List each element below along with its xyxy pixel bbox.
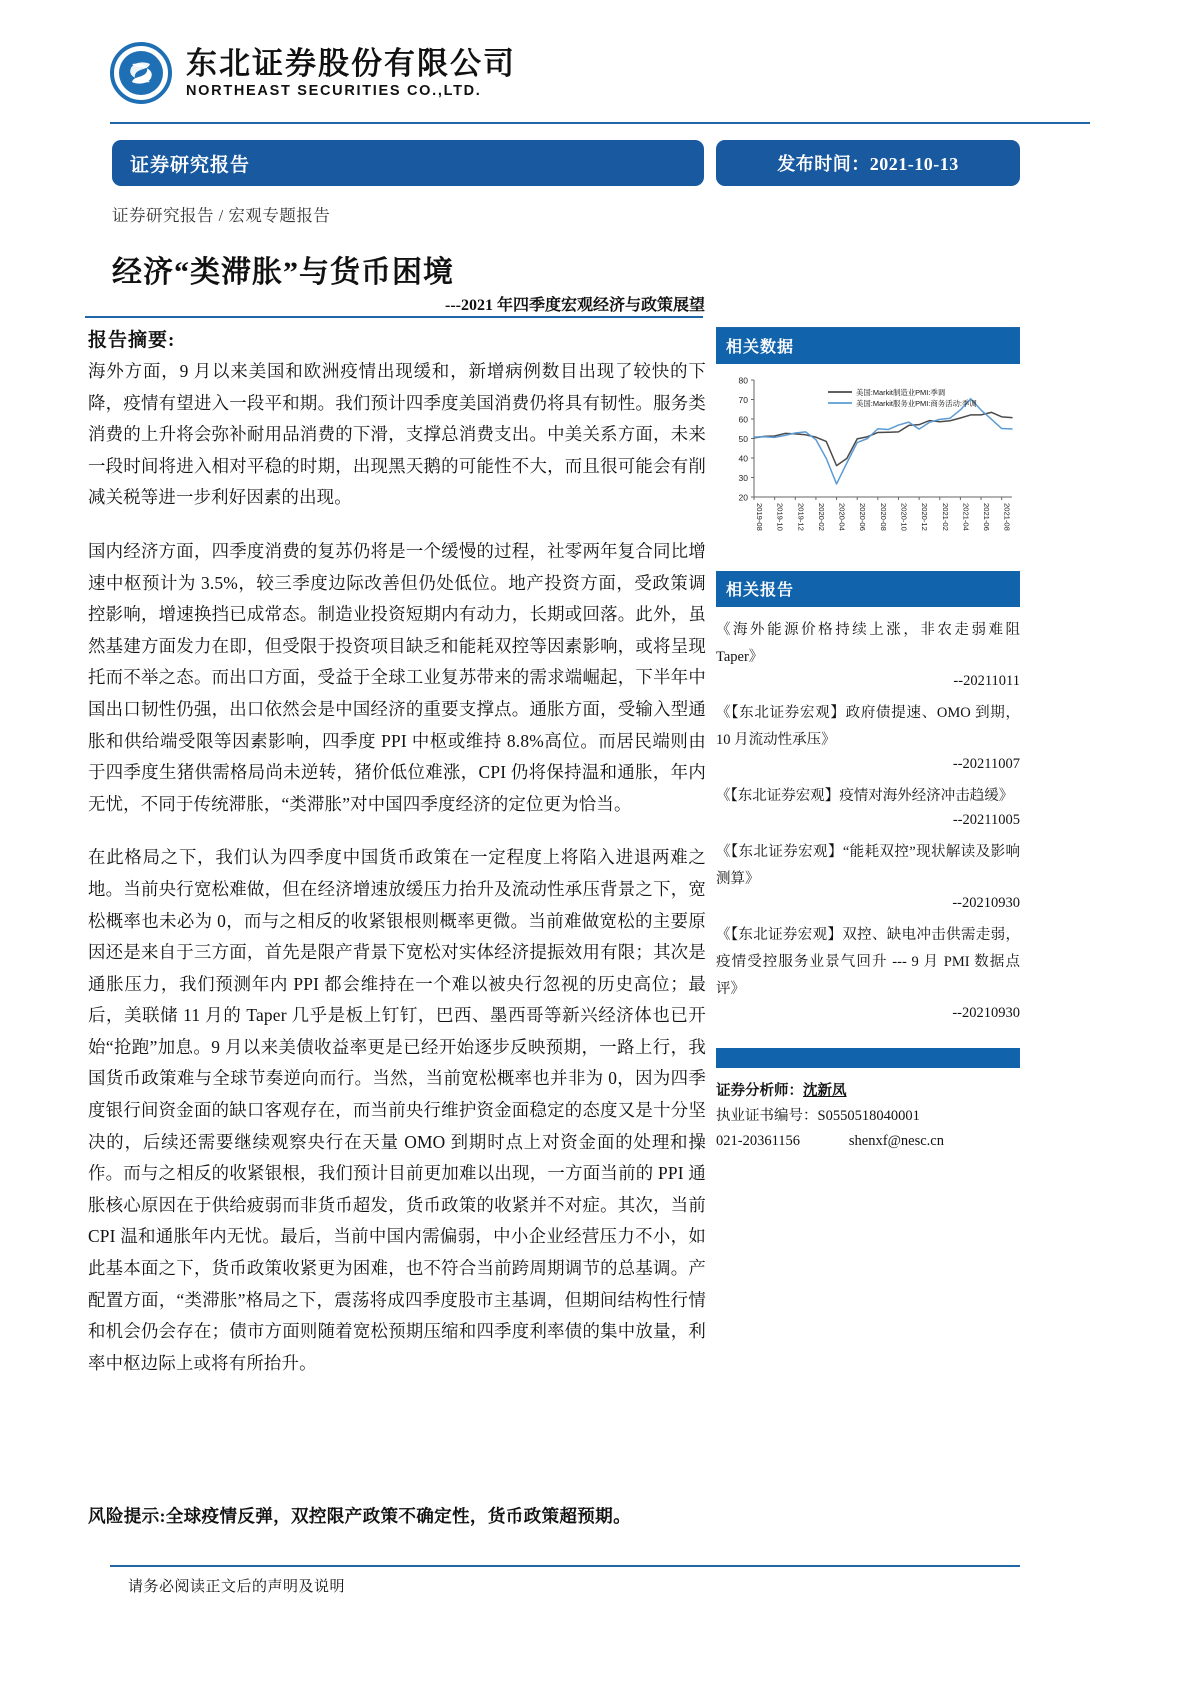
analyst-cert-line bbox=[716, 1104, 1020, 1129]
svg-text:2020-10: 2020-10 bbox=[899, 503, 909, 531]
svg-text:2020-08: 2020-08 bbox=[878, 503, 888, 531]
pmi-chart bbox=[716, 370, 1020, 555]
svg-text:2020-02: 2020-02 bbox=[816, 503, 826, 531]
sidebar-header-related-data: 相关数据 bbox=[716, 328, 1020, 364]
company-name-cn: 东北证券股份有限公司 bbox=[186, 45, 516, 81]
analyst-cert-label: 执业证书编号： bbox=[716, 1108, 818, 1124]
svg-text:2019-08: 2019-08 bbox=[755, 503, 764, 531]
publish-date-label: 发布时间：2021-10-13 bbox=[777, 154, 959, 174]
sidebar bbox=[716, 328, 1020, 1154]
summary-heading: 报告摘要: bbox=[88, 330, 176, 351]
company-masthead bbox=[110, 42, 516, 104]
svg-text:2021-06: 2021-06 bbox=[982, 503, 992, 531]
svg-text:2020-12: 2020-12 bbox=[920, 503, 930, 531]
title-divider bbox=[85, 316, 703, 318]
svg-text:80: 80 bbox=[738, 375, 748, 386]
analyst-contact-line bbox=[716, 1129, 944, 1154]
svg-text:美国:Markit服务业PMI:商务活动:季调: 美国:Markit服务业PMI:商务活动:季调 bbox=[856, 399, 977, 408]
report-list-item[interactable]: 《【东北证券宏观】双控、缺电冲击供需走弱，疫情受控服务业景气回升 --- 9 月 PMI 数据点评》 bbox=[716, 927, 1020, 997]
pmi-chart-svg bbox=[716, 370, 1020, 555]
svg-text:30: 30 bbox=[738, 473, 748, 483]
analyst-role-label: 证券分析师： bbox=[716, 1083, 803, 1099]
analyst-name-line bbox=[716, 1079, 1020, 1104]
northeast-securities-logo-icon bbox=[110, 42, 172, 104]
report-list-item[interactable]: 《【东北证券宏观】“能耗双控”现状解读及影响测算》 bbox=[716, 844, 1020, 887]
svg-text:60: 60 bbox=[738, 414, 748, 425]
analyst-name: 沈新凤 bbox=[803, 1083, 847, 1099]
publish-date-banner bbox=[716, 140, 1020, 186]
svg-text:美国:Markit制造业PMI:季调: 美国:Markit制造业PMI:季调 bbox=[856, 388, 946, 397]
research-report-banner bbox=[112, 140, 704, 186]
page-title: 经济“类滞胀”与货币困境 bbox=[112, 256, 454, 289]
report-list-item[interactable]: 《【东北证券宏观】疫情对海外经济冲击趋缓》 bbox=[716, 788, 1014, 804]
sidebar-header-related-reports: 相关报告 bbox=[716, 571, 1020, 607]
company-name-en: NORTHEAST SECURITIES CO.,LTD. bbox=[186, 82, 482, 99]
svg-text:70: 70 bbox=[738, 395, 748, 405]
svg-text:2021-02: 2021-02 bbox=[940, 503, 950, 531]
footer-divider bbox=[110, 1565, 1020, 1567]
risk-text: 全球疫情反弹，双控限产政策不确定性，货币政策超预期。 bbox=[165, 1506, 631, 1526]
svg-text:2019-12: 2019-12 bbox=[796, 503, 806, 531]
report-list-item-date: --20211011 bbox=[953, 673, 1020, 689]
report-list-item-date: --20211005 bbox=[952, 812, 1020, 828]
report-list-item-date: --20210930 bbox=[952, 1005, 1020, 1021]
analyst-panel bbox=[716, 1079, 1020, 1154]
report-list-item[interactable]: 《【东北证券宏观】政府债提速、OMO 到期，10 月流动性承压》 bbox=[716, 705, 1020, 748]
svg-text:40: 40 bbox=[738, 453, 748, 464]
summary-paragraph: 在此格局之下，我们认为四季度中国货币政策在一定程度上将陷入进退两难之地。当前央行宽松难做，但在经济增速放缓压力抬升及流动性承压背景之下，宽松概率也未必为 0，而与之相反的收紧银根则概率更微。当前难做宽松的主要原因还是来自于三方面，首先是限产背景下宽松对实体经济提振效用有限；其次是通胀压力，我们预测年内 PPI 都会维持在一个难以被央行忽视的历史高位；最后，美联储 11 月的 Taper 几乎是板上钉钉，巴西、墨西哥等新兴经济体也已开始“抢跑”加息。9 月以来美债收益率更是已经开始逐步反映预期，一路上行，我国货币政策难与全球节奏逆向而行。当然，当前宽松概率也并非为 0，因为四季度银行间资金面的缺口客观存在，而当前央行维护资金面稳定的态度又是十分坚决的，后续还需要继续观察央行在天量 OMO 到期时点上对资金面的处理和操作。而与之相反的收紧银根，我们预计目前更加难以出现，一方面当前的 PPI 通胀核心原因在于供给疲弱而非货币超发，货币政策的收紧并不对症。其次，当前 CPI 温和通胀年内无忧。最后，当前中国内需偏弱，中小企业经营压力不小，如此基本面之下，货币政策收紧更为困难，也不符合当前跨周期调节的总基调。产配置方面，“类滞胀”格局之下，震荡将成四季度股市主基调，但期间结构性行情和机会仍会存在；债市方面则随着宽松预期压缩和四季度利率债的集中放量，利率中枢边际上或将有所抬升。 bbox=[88, 847, 706, 1373]
analyst-email[interactable]: shenxf@nesc.cn bbox=[848, 1133, 944, 1149]
summary-paragraph: 海外方面，9 月以来美国和欧洲疫情出现缓和，新增病例数目出现了较快的下降，疫情有望进入一段平和期。我们预计四季度美国消费仍将具有韧性。服务类消费的上升将会弥补耐用品消费的下滑，支撑总消费支出。中美关系方面，未来一段时间将进入相对平稳的时期，出现黑天鹅的可能性不大，而且很可能会有削减关税等进一步利好因素的出现。 bbox=[88, 361, 706, 508]
risk-disclosure bbox=[88, 1503, 706, 1528]
header-divider bbox=[110, 122, 1090, 124]
report-list-item-date: --20211007 bbox=[952, 756, 1020, 772]
svg-text:20: 20 bbox=[738, 492, 748, 503]
report-list-item-date: --20210930 bbox=[952, 895, 1020, 911]
related-reports-panel bbox=[716, 571, 1020, 1022]
analyst-phone[interactable]: 021-20361156 bbox=[716, 1133, 801, 1149]
analyst-panel-header-bar bbox=[716, 1048, 1020, 1068]
report-list-item[interactable]: 《海外能源价格持续上涨，非农走弱难阻 Taper》 bbox=[716, 622, 1020, 665]
svg-text:2021-08: 2021-08 bbox=[1002, 503, 1012, 531]
research-report-label: 证券研究报告 bbox=[130, 154, 251, 176]
svg-text:2021-04: 2021-04 bbox=[961, 503, 971, 531]
svg-text:50: 50 bbox=[738, 434, 748, 444]
report-summary-body bbox=[88, 356, 706, 1401]
breadcrumb: 证券研究报告 / 宏观专题报告 bbox=[112, 206, 331, 225]
footer-disclaimer: 请务必阅读正文后的声明及说明 bbox=[128, 1579, 346, 1595]
risk-label: 风险提示: bbox=[88, 1506, 166, 1526]
svg-text:2019-10: 2019-10 bbox=[775, 503, 785, 531]
svg-text:2020-04: 2020-04 bbox=[837, 503, 847, 531]
summary-paragraph: 国内经济方面，四季度消费的复苏仍将是一个缓慢的过程，社零两年复合同比增速中枢预计为 3.5%，较三季度边际改善但仍处低位。地产投资方面，受政策调控影响，增速换挡已成常态。制造业投资短期内有动力，长期或回落。此外，虽然基建方面发力在即，但受限于投资项目缺乏和能耗双控等因素影响，或将呈现托而不举之态。而出口方面，受益于全球工业复苏带来的需求端崛起，下半年中国出口韧性仍强，出口依然会是中国经济的重要支撑点。通胀方面，受输入型通胀和供给端受限等因素影响，四季度 PPI 中枢或维持 8.8%高位。而居民端则由于四季度生猪供需格局尚未逆转，猪价低位难涨，CPI 仍将保持温和通胀，年内无忧，不同于传统滞胀，“类滞胀”对中国四季度经济的定位更为恰当。 bbox=[88, 540, 706, 814]
page-subtitle: ---2021 年四季度宏观经济与政策展望 bbox=[445, 297, 705, 314]
svg-text:2020-06: 2020-06 bbox=[858, 503, 868, 531]
analyst-cert-number: S0550518040001 bbox=[817, 1108, 920, 1124]
